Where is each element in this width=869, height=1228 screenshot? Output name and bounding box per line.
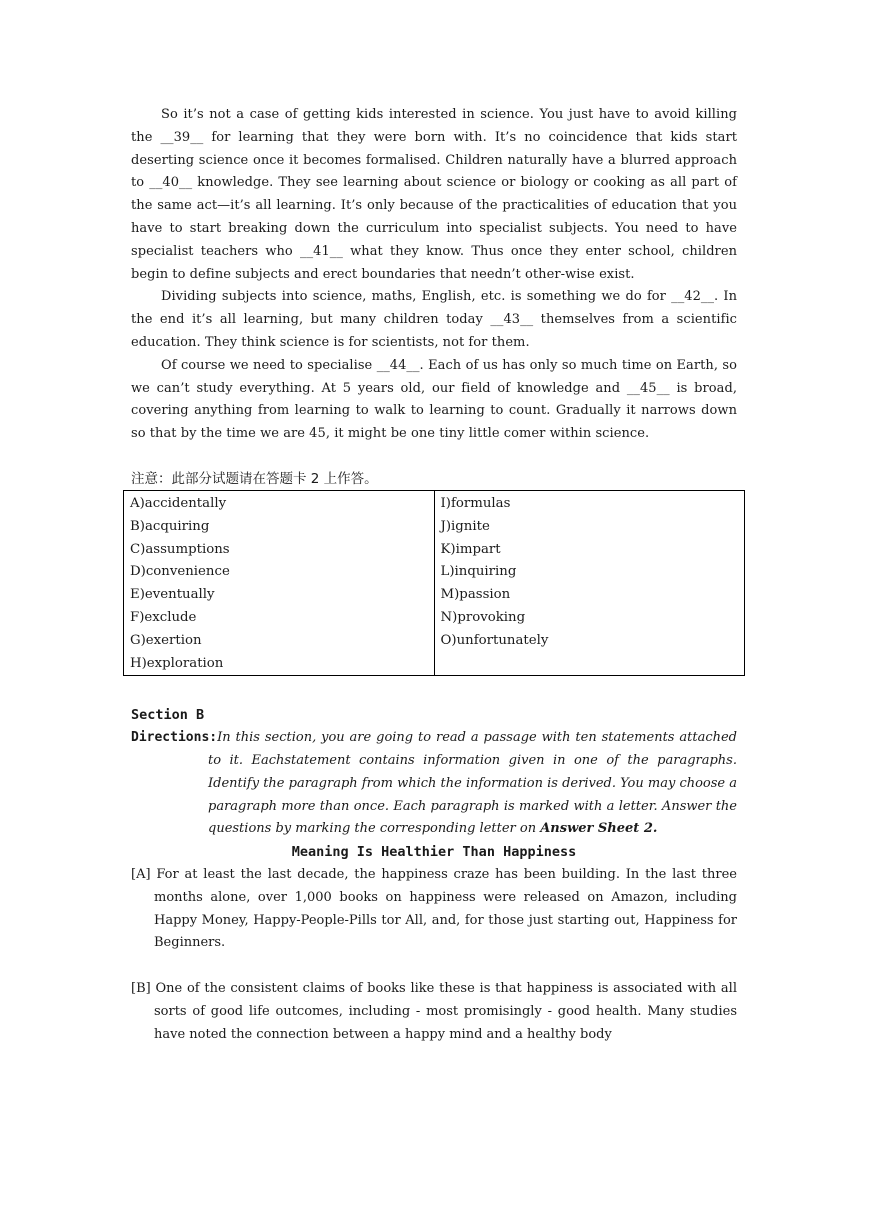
section-b-title: Section B [131, 707, 205, 724]
word-option: H)exploration [130, 655, 224, 671]
passage-paragraph-2: Dividing subjects into science, maths, English, etc. is something we do for __42__. In the end it’s all learning, but many children today __43__ themselves from a scientific education. They think science is for scientists, not for them. [131, 289, 737, 350]
word-option: F)exclude [130, 609, 197, 625]
word-bank-table [123, 490, 745, 676]
word-option: O)unfortunately [440, 632, 549, 648]
word-option: A)accidentally [130, 495, 227, 511]
word-bank-right-column [434, 490, 745, 675]
word-option: B)acquiring [130, 518, 210, 534]
directions-label: Directions: [131, 730, 218, 746]
word-option: K)impart [440, 541, 501, 557]
word-option: D)convenience [130, 564, 230, 580]
document-page [131, 104, 737, 1046]
word-bank-left-column [124, 490, 435, 675]
word-option: G)exertion [130, 632, 202, 648]
paragraph-spacer [131, 955, 737, 978]
word-option: I)formulas [440, 495, 511, 511]
word-option: M)passion [440, 587, 511, 603]
answer-sheet-ref: Answer Sheet 2. [540, 821, 658, 837]
passage-paragraph-1: So it’s not a case of getting kids interested in science. You just have to avoid killing the __39__ for learning that they were born with. It’s no coincidence that kids start deserting science once it becomes formalised. Children naturally have a blurred approach to __40__ knowledge. They see learning about science or biology or cooking as all part of the same act—it’s all learning. It’s only because of the practicalities of education that you have to start breaking down the curriculum into specialist subjects. You need to have specialist teachers who __41__ what they know. Thus once they enter school, children begin to define subjects and erect boundaries that needn’t other-wise exist. [131, 107, 737, 282]
answer-sheet-note: 注意：此部分试题请在答题卡 2 上作答。 [131, 470, 378, 487]
word-option: C)assumptions [130, 541, 230, 557]
word-option: E)eventually [130, 587, 215, 603]
word-option: N)provoking [440, 609, 526, 625]
paragraph-a: [A] For at least the last decade, the happiness craze has been building. In the last three months alone, over 1,000 books on happiness were released on Amazon, including Happy Money, Happy-People-Pills tor All, and, for those just starting out, Happiness for Beginners. [131, 866, 737, 951]
word-option: L)inquiring [440, 564, 517, 580]
section-b-directions [131, 727, 737, 841]
passage-title: Meaning Is Healthier Than Happiness [291, 844, 577, 861]
directions-text: In this section, you are going to read a passage with ten statements attached to it. Eachstatement contains information given in one of the paragraphs. Identify the paragraph from which the information is derived. You may choose a paragraph more than once. Each paragraph is marked with a letter. Answer the questions by marking the corresponding letter on [208, 730, 737, 837]
word-option: J)ignite [440, 518, 490, 534]
paragraph-b: [B] One of the consistent claims of books like these is that happiness is associated with all sorts of good life outcomes, including - most promisingly - good health. Many studies have noted the connection between a happy mind and a healthy body [131, 981, 737, 1042]
passage-paragraph-3: Of course we need to specialise __44__. Each of us has only so much time on Earth, so we can’t study everything. At 5 years old, our field of knowledge and __45__ is broad, covering anything from learning to walk to learning to count. Gradually it narrows down so that by the time we are 45, it might be one tiny little comer within science. [131, 357, 737, 442]
